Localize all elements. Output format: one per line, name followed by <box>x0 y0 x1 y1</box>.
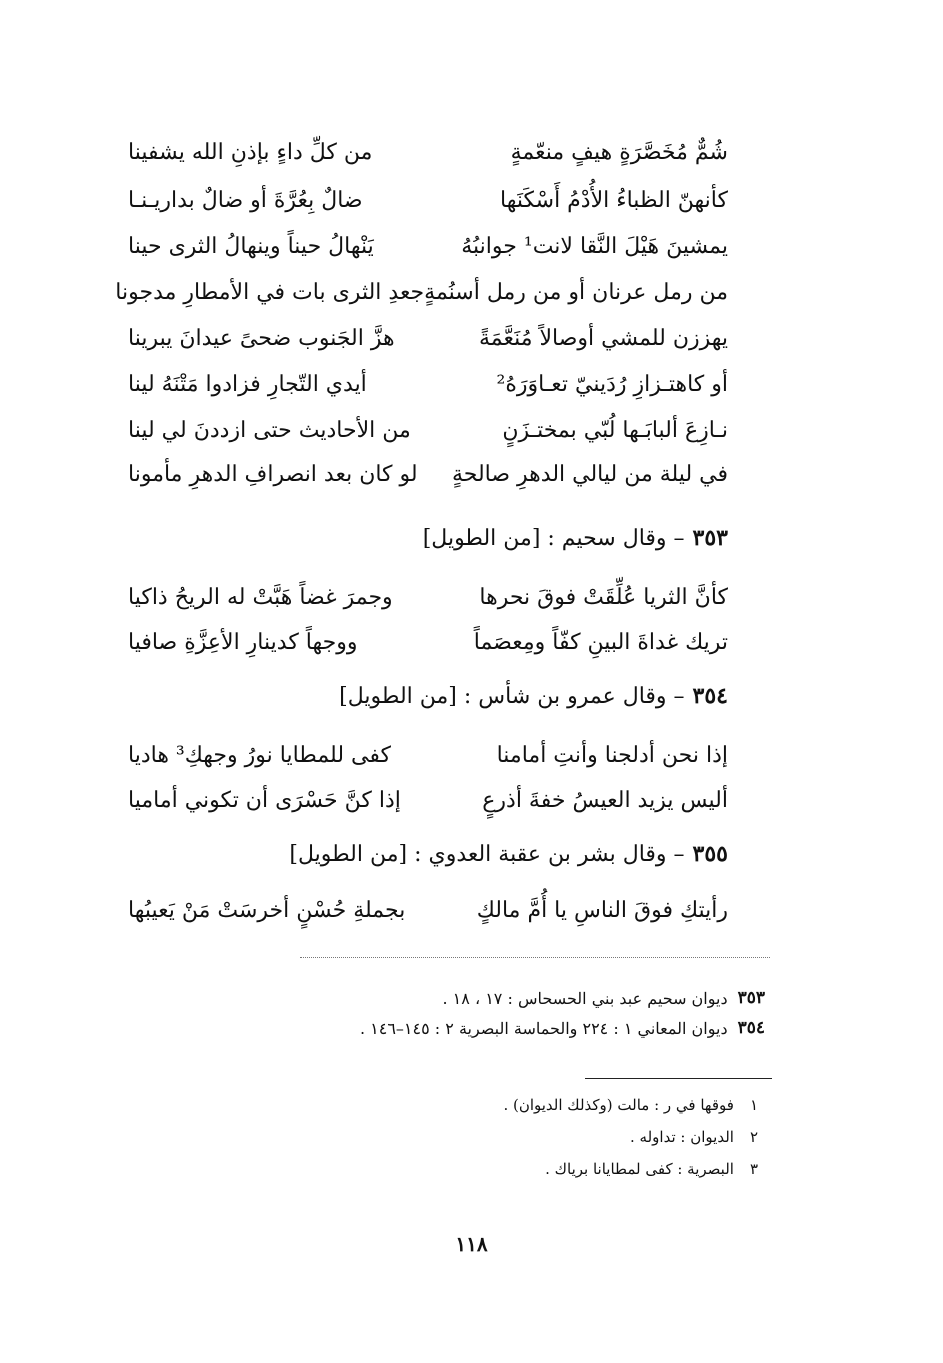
poem-verse <box>128 575 728 619</box>
page-number: ١١٨ <box>455 1232 488 1256</box>
verse-first-hemistich: شُمٌّ مُخَصَّرَةٍ هيفٍ منعّمةٍ <box>510 139 728 165</box>
verse-second-hemistich: جعدِ الثرى بات في الأمطارِ مدجونا <box>115 279 425 305</box>
verse-first-hemistich: في ليلة من ليالي الدهرِ صالحةٍ <box>451 461 728 487</box>
poem-verse <box>128 733 728 777</box>
verse-first-hemistich: نـازِعَ ألبابَـها لُبّي بمختـزَنٍ <box>502 417 728 443</box>
section-heading <box>289 834 728 874</box>
verse-second-hemistich: كفى للمطايا نورُ وجهكِ³ هاديا <box>128 742 391 768</box>
section-heading <box>423 518 728 558</box>
source-number: ٣٥٣ <box>737 988 765 1008</box>
verse-first-hemistich: تريك غداةَ البينِ كفّاً ومِعصَماً <box>473 629 728 655</box>
verse-second-hemistich: من الأحاديث حتى ازددنَ لي لينا <box>128 417 411 443</box>
section-title: – وقال بشر بن عقبة العدوي : [من الطويل] <box>289 841 685 867</box>
section-title: – وقال سحيم : [من الطويل] <box>422 525 685 551</box>
verse-second-hemistich: لو كان بعد انصرافِ الدهرِ مأمونا <box>128 461 418 487</box>
verse-first-hemistich: كأنَّ الثريا عُلِّقَتْ فوقَ نحرها <box>479 584 728 610</box>
footnote-text: البصرية : كفى لمطايانا برياك . <box>545 1160 734 1178</box>
verse-first-hemistich: أليس يزيد العيسُ خفةَ أذرعٍ <box>482 787 728 813</box>
verse-first-hemistich: إذا نحن أدلجنا وأنتِ أمامنا <box>496 742 728 768</box>
footnote <box>630 1128 758 1146</box>
footnote-number: ١ <box>749 1096 758 1114</box>
verse-second-hemistich: وجمرَ غضاً هَبَّتْ له الريحُ ذاكيا <box>128 584 393 610</box>
poem-verse <box>128 452 728 496</box>
footnotes-separator <box>585 1078 772 1079</box>
source-reference <box>443 988 766 1008</box>
verse-second-hemistich: إذا كنَّ حَسْرَى أن تكوني أماميا <box>128 787 401 813</box>
section-heading <box>339 676 728 716</box>
source-text: ديوان المعاني ١ : ٢٢٤ والحماسة البصرية ٢ : ١٤٥–١٤٦ . <box>359 1018 728 1038</box>
source-number: ٣٥٤ <box>737 1018 765 1038</box>
poem-verse <box>128 408 728 452</box>
section-number: ٣٥٥ <box>692 841 728 867</box>
section-number: ٣٥٤ <box>692 683 728 709</box>
verse-first-hemistich: كأنهنّ الظباءُ الأُدْمُ أَسْكَنَها <box>500 187 728 213</box>
footnote-text: فوقها في ر : مالت (وكذلك الديوان) . <box>503 1096 734 1114</box>
source-reference <box>360 1018 765 1038</box>
footnote-number: ٢ <box>749 1128 758 1146</box>
source-text: ديوان سحيم عبد بني الحسحاس : ١٧ ، ١٨ . <box>442 988 728 1008</box>
poem-verse <box>128 178 728 222</box>
verse-first-hemistich: يمشينَ هَيْلَ النَّقا لانت¹ جوانبُهُ <box>461 233 728 259</box>
verse-second-hemistich: أيدي التّجارِ فزادوا مَتْنَهُ لينا <box>128 371 367 397</box>
sources-separator <box>300 957 770 958</box>
verse-first-hemistich: رأيتكِ فوقَ الناسِ يا أُمَّ مالكٍ <box>476 897 728 923</box>
footnote-text: الديوان : تداوله . <box>630 1128 734 1146</box>
verse-second-hemistich: من كلِّ داءٍ بإذنِ الله يشفينا <box>128 139 373 165</box>
verse-second-hemistich: يَنْهالُ حيناً وينهالُ الثرى حينا <box>128 233 374 259</box>
poem-verse <box>128 316 728 360</box>
poem-verse <box>128 888 728 932</box>
poem-verse <box>115 270 728 314</box>
verse-first-hemistich: أو كاهتـزازِ رُدَينيّ تعـاوَرَهُ² <box>496 371 728 397</box>
poem-verse <box>128 224 728 268</box>
verse-second-hemistich: بجملةِ حُسْنٍ أخرسَتْ مَنْ يَعيبُها <box>128 897 406 923</box>
section-title: – وقال عمرو بن شأس : [من الطويل] <box>339 683 685 709</box>
poem-verse <box>128 778 728 822</box>
footnote-number: ٣ <box>749 1160 758 1178</box>
poem-verse <box>128 620 728 664</box>
verse-second-hemistich: ووجهاً كدينارِ الأعِزَّةِ صافيا <box>128 629 358 655</box>
verse-second-hemistich: ضالٌ بِعُرَّةَ أو ضالٌ بداريـنـا <box>128 187 363 213</box>
verse-first-hemistich: من رمل عرنان أو من رمل أسنُمةٍ <box>424 279 728 305</box>
section-number: ٣٥٣ <box>692 525 728 551</box>
poem-verse <box>128 130 728 174</box>
footnote <box>545 1160 758 1178</box>
verse-second-hemistich: هزَّ الجَنوب ضحىً عيدانَ يبرينا <box>128 325 395 351</box>
poem-verse <box>128 362 728 406</box>
footnote <box>503 1096 758 1114</box>
verse-first-hemistich: يهززن للمشي أوصالاً مُنَعَّمَةً <box>478 325 728 351</box>
